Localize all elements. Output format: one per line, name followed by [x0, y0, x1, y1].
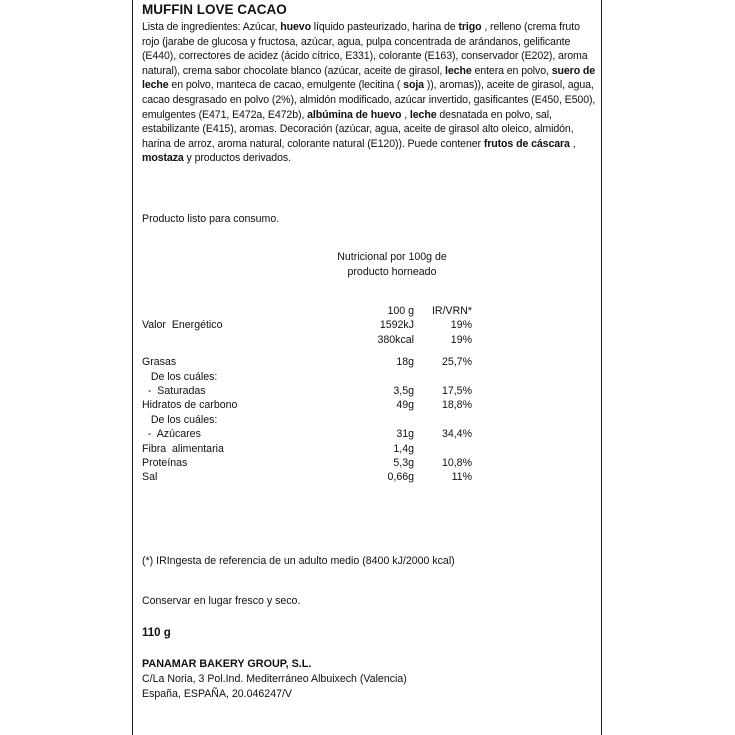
ingredient-text: en polvo, manteca de cacao, emulgente (lecitina (: [168, 79, 404, 92]
nutrient-value: 1,4g: [393, 442, 414, 455]
allergen-text: leche: [445, 64, 472, 77]
nutrient-value: 5,3g: [393, 456, 414, 469]
allergen-text: suero de leche: [142, 64, 596, 92]
nutrient-ir-percent: 11%: [451, 471, 472, 484]
nutrition-heading-line2: producto horneado: [347, 265, 437, 278]
nutrient-ir-percent: 25,7%: [441, 356, 472, 369]
nutrition-row: [142, 442, 598, 456]
nutrient-ir-percent: 34,4%: [441, 428, 472, 441]
nutrient-label: - Azúcares: [142, 428, 201, 441]
nutrition-row: [142, 370, 598, 384]
nutrient-label: Valor Energético: [142, 319, 223, 332]
product-title: MUFFIN LOVE CACAO: [142, 2, 287, 17]
nutrient-ir-percent: 18,8%: [441, 399, 472, 412]
nutrient-label: Fibra alimentaria: [142, 442, 224, 455]
nutrition-row: [142, 355, 598, 369]
nutrition-row: [142, 413, 598, 427]
company-name: PANAMAR BAKERY GROUP, S.L.: [142, 658, 312, 670]
label-content: [142, 2, 598, 700]
nutrient-ir-percent: 19%: [450, 319, 472, 332]
reference-intake-footnote: (*) IRIngesta de referencia de un adulto medio (8400 kJ/2000 kcal): [142, 555, 455, 567]
nutrition-row: [142, 384, 598, 398]
ingredient-text: , relleno (crema fruto rojo (jarabe de glucosa y fructosa, azúcar, agua, pulpa concentrada de arándanos, gelificante (E440), correctores de acidez (ácido cítrico, E331), colorante (E163), conservador (E202), aroma natural), crema sabor chocolate blanco (azúcar, aceite de girasol,: [142, 21, 588, 77]
ready-to-eat-note: Producto listo para consumo.: [142, 213, 280, 225]
column-header-ir: IR/VRN*: [431, 305, 472, 317]
nutrition-row: [142, 427, 598, 441]
net-weight: 110 g: [142, 627, 171, 639]
nutrition-heading: [327, 250, 457, 279]
company-address-line1: C/La Noria, 3 Pol.Ind. Mediterráneo Albuixech (Valencia): [142, 673, 407, 685]
allergen-text: soja: [403, 79, 424, 92]
nutrient-label: Hidratos de carbono: [142, 399, 238, 412]
ingredient-text: Lista de ingredientes: Azúcar,: [142, 21, 281, 33]
nutrient-value: 380kcal: [377, 333, 414, 346]
nutrient-ir-percent: 19%: [450, 333, 472, 346]
nutrient-value: 49g: [396, 399, 414, 412]
nutrient-value: 31g: [396, 428, 414, 441]
nutrient-value: 18g: [396, 356, 414, 369]
nutrient-ir-percent: 10,8%: [441, 456, 472, 469]
ingredient-text: ,: [569, 137, 576, 150]
nutrient-label: De los cuáles:: [142, 413, 218, 426]
nutrition-header-row: [142, 304, 598, 318]
ingredient-text: entera en polvo,: [471, 64, 552, 77]
allergen-text: leche: [409, 108, 437, 121]
company-address-line2: España, ESPAÑA, 20.046247/V: [142, 688, 292, 700]
nutrient-label: Sal: [142, 471, 158, 484]
nutrition-heading-line1: Nutricional por 100g de: [337, 251, 447, 263]
nutrition-table: [142, 304, 598, 485]
storage-instructions: Conservar en lugar fresco y seco.: [142, 595, 301, 607]
allergen-text: huevo: [280, 21, 311, 33]
nutrient-label: - Saturadas: [142, 384, 206, 397]
ingredient-text: desnatada en polvo, sal, estabilizante (E415), aromas. Decoración (azúcar, agua, aceite de girasol alto oleico, almidón, harina de arroz, aroma natural, colorante natural (E120)). Puede contener: [142, 108, 574, 150]
nutrition-row: [142, 470, 598, 484]
allergen-text: frutos de cáscara: [483, 137, 570, 150]
nutrient-label: De los cuáles:: [142, 370, 218, 383]
ingredients-list: [142, 20, 598, 166]
ingredient-text: y productos derivados.: [183, 152, 291, 165]
nutrition-row: [142, 398, 598, 412]
nutrient-value: 0,66g: [387, 471, 414, 484]
allergen-text: albúmina de huevo: [307, 108, 402, 121]
allergen-text: mostaza: [142, 152, 184, 165]
nutrient-label: Grasas: [142, 356, 177, 369]
ingredient-text: líquido pasteurizado, harina de: [310, 21, 459, 33]
nutrition-row: [142, 456, 598, 470]
nutrient-ir-percent: 17,5%: [441, 384, 472, 397]
nutrition-row: [142, 318, 598, 332]
column-header-value: 100 g: [387, 305, 414, 317]
nutrient-value: 3,5g: [393, 384, 414, 397]
nutrition-row: [142, 333, 598, 347]
ingredient-text: )), aromas)), aceite de girasol, agua, cacao desgrasado en polvo (2%), almidón modificado, azúcar invertido, gasificantes (E450, E500), emulgentes (E471, E472a, E472b),: [142, 79, 596, 121]
allergen-text: trigo: [458, 21, 482, 33]
ingredient-text: ,: [401, 108, 410, 121]
nutrient-label: Proteínas: [142, 456, 188, 469]
nutrient-value: 1592kJ: [379, 319, 414, 332]
